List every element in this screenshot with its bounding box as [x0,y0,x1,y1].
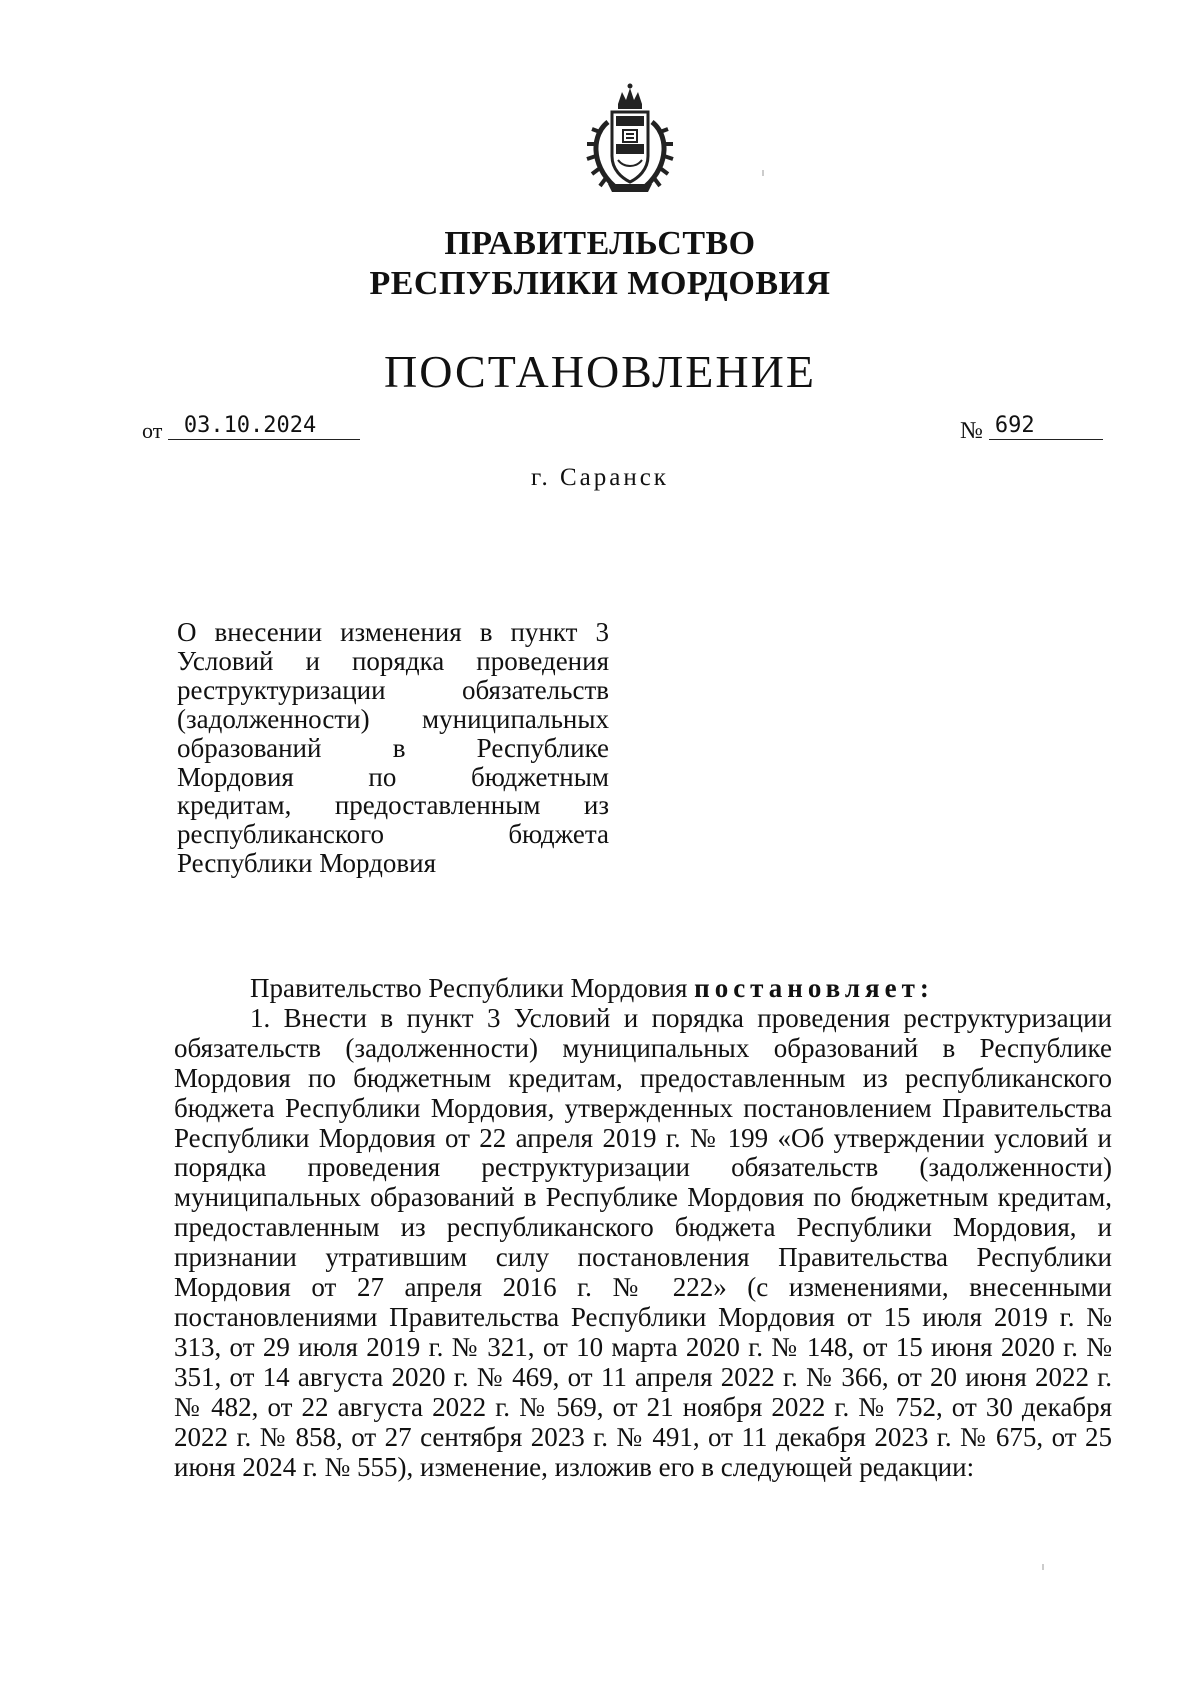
document-type-title: ПОСТАНОВЛЕНИЕ [384,346,816,397]
document-number-field [960,413,1103,446]
subject-line: реструктуризации обязательств [177,674,609,705]
number-prefix: № [960,418,983,444]
document-date-field [142,413,360,446]
subject-line: кредитам, предоставленным из [177,790,609,821]
document-number-value: 692 [989,413,1103,440]
preamble-resolves: постановляет: [694,973,934,1003]
paragraph-1: 1. Внести в пункт 3 Условий и порядка проведения реструктуризации обязательств (задолженности) муниципальных образований в Республике Мордовия по бюджетным кредитам, предоставленным из республиканского бюджета Республики Мордовия, утвержденных постановлением Правительства Республики Мордовия от 22 апреля 2019 г. № 199 «Об утверждении условий и порядка проведения реструктуризации обязательств (задолженности) муниципальных образований в Республике Мордовия по бюджетным кредитам, предоставленным из республиканского бюджета Республики Мордовия, и признании утратившим силу постановления Правительства Республики Мордовия от 27 апреля 2016 г. № 222» (с изменениями, внесенными постановлениями Правительства Республики Мордовия от 15 июля 2019 г. № 313, от 29 июля 2019 г. № 321, от 10 марта 2020 г. № 148, от 15 июня 2020 г. № 351, от 14 августа 2020 г. № 469, от 11 апреля 2022 г. № 366, от 20 июня 2022 г. № 482, от 22 августа 2022 г. № 569, от 21 ноября 2022 г. № 752, от 30 декабря 2022 г. № 858, от 27 сентября 2023 г. № 491, от 11 декабря 2023 г. № 675, от 25 июня 2024 г. № 555), изменение, изложив его в следующей редакции: [174,1002,1112,1482]
scan-artifact [1042,1564,1044,1570]
subject-line: Республики Мордовия [177,848,437,879]
organization-name-line-1: ПРАВИТЕЛЬСТВО [444,225,756,262]
city-line: г. Саранск [531,464,669,491]
date-prefix: от [142,418,163,443]
subject-line: О внесении изменения в пункт 3 [177,617,609,647]
document-date-value: 03.10.2024 [168,413,360,440]
subject-line: Условий и порядка проведения [177,645,609,676]
mordovia-coat-of-arms-icon [578,82,682,198]
document-body [174,974,1112,1482]
subject-line: Мордовия по бюджетным [177,761,609,792]
organization-name-line-2: РЕСПУБЛИКИ МОРДОВИЯ [369,265,831,302]
preamble-text: Правительство Республики Мордовия [250,973,695,1003]
scan-artifact [762,170,764,176]
preamble-paragraph [174,974,1112,1004]
subject-line: образований в Республике [177,732,609,763]
subject-line: (задолженности) муниципальных [177,703,609,734]
subject-line: республиканского бюджета [177,819,609,850]
document-subject [177,618,609,878]
